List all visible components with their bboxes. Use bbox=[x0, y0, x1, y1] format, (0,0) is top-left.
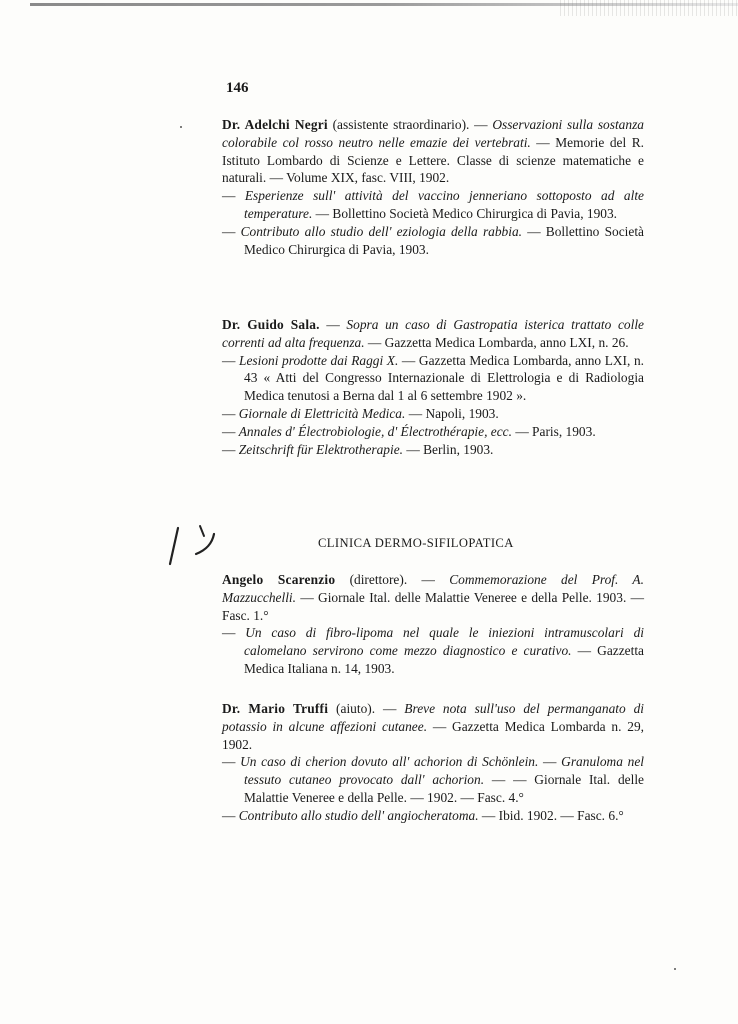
bibliography-item: Angelo Scarenzio (direttore). — Commemorazione del Prof. A. Mazzucchelli. — Giornale Ital. delle Malattie Veneree e della Pelle. 1903. — Fasc. 1.° bbox=[222, 572, 644, 623]
handwritten-margin-mark bbox=[164, 520, 224, 570]
work-source: — bbox=[538, 754, 557, 770]
work-title: Contributo allo studio dell' angiocheratoma. bbox=[238, 807, 479, 823]
entry-sala bbox=[222, 316, 644, 458]
bibliography-item: — Giornale di Elettricità Medica. — Napoli, 1903. bbox=[222, 405, 499, 421]
work-title: Granuloma nel tessuto cutaneo provocato dall' achorion. bbox=[244, 754, 644, 788]
work-title: Un caso di fibro-lipoma nel quale le iniezioni intramuscolari di calomelano servirono come mezzo diagnostico e curativo. bbox=[244, 625, 644, 659]
author-name: Dr. Mario Truffi bbox=[222, 701, 329, 716]
bibliography-item: — Esperienze sull' attività del vaccino jenneriano sottoposto ad alte temperature. — Bollettino Società Medico Chirurgica di Pavia, 1903. bbox=[222, 188, 644, 221]
section-heading: CLINICA DERMO-SIFILOPATICA bbox=[318, 536, 514, 550]
author-role: (assistente straordinario). bbox=[332, 117, 470, 132]
work-title: Sopra un caso di Gastropatia isterica trattato colle correnti ad alta frequenza. bbox=[222, 317, 644, 350]
work-source: — Gazzetta Medica Italiana n. 14, 1903. bbox=[244, 643, 644, 676]
work-title: Contributo allo studio dell' eziologia della rabbia. bbox=[240, 223, 523, 239]
author-role: (aiuto). bbox=[336, 701, 376, 716]
bibliography-item: — Lesioni prodotte dai Raggi X. — Gazzetta Medica Lombarda, anno LXI, n. 43 « Atti del Congresso Internazionale di Elettrologia e di Radiologia Medica tenutosi a Berna dal 1 al 6 settembre 1902 ». bbox=[222, 352, 644, 404]
work-title: Breve nota sull'uso del permanganato di potassio in alcune affezioni cutanee. bbox=[222, 701, 644, 734]
work-title: Osservazioni sulla sostanza colorabile col rosso neutro nelle emazie dei vertebrati. bbox=[222, 117, 644, 150]
entry-truffi bbox=[222, 700, 644, 825]
author-name: Dr. Guido Sala. bbox=[222, 317, 320, 332]
work-source: — Napoli, 1903. bbox=[405, 405, 499, 421]
work-source: — Bollettino Società Medico Chirurgica di Pavia, 1903. bbox=[312, 205, 618, 221]
page-number: 146 bbox=[226, 80, 249, 96]
bibliography-item: — Zeitschrift für Elektrotherapie. — Berlin, 1903. bbox=[222, 441, 494, 457]
work-title: Commemorazione del Prof. A. Mazzucchelli. bbox=[222, 572, 644, 605]
work-source: — Gazzetta Medica Lombarda, anno LXI, n. 26. bbox=[364, 334, 629, 350]
work-source: — Bollettino Società Medico Chirurgica di Pavia, 1903. bbox=[244, 223, 644, 257]
bibliography-item: — Contributo allo studio dell' angiocheratoma. — Ibid. 1902. — Fasc. 6.° bbox=[222, 807, 624, 823]
bibliography-item: — Un caso di fibro-lipoma nel quale le iniezioni intramuscolari di calomelano servirono come mezzo diagnostico e curativo. — Gazzetta Medica Italiana n. 14, 1903. bbox=[222, 625, 644, 676]
work-source: — Gazzetta Medica Lombarda n. 29, 1902. bbox=[222, 718, 645, 752]
bibliography-item: — Annales d' Électrobiologie, d' Électrothérapie, ecc. — Paris, 1903. bbox=[222, 423, 596, 439]
bibliography-item: — Contributo allo studio dell' eziologia della rabbia. — Bollettino Società Medico Chirurgica di Pavia, 1903. bbox=[222, 223, 644, 257]
author-name: Angelo Scarenzio bbox=[222, 572, 336, 587]
work-source: — Memorie del R. Istituto Lombardo di Scienze e Lettere. Classe di scienze matematiche e naturali. — Volume XIX, fasc. VIII, 1902. bbox=[222, 134, 644, 186]
scan-speck bbox=[180, 126, 182, 128]
author-role: (direttore). bbox=[349, 572, 408, 587]
bibliography-item: Dr. Guido Sala. — Sopra un caso di Gastropatia isterica trattato colle correnti ad alta frequenza. — Gazzetta Medica Lombarda, anno LXI, n. 26. bbox=[222, 317, 644, 350]
work-source: — Giornale Ital. delle Malattie Veneree e della Pelle. 1903. — Fasc. 1.° bbox=[222, 589, 644, 623]
work-source: — Berlin, 1903. bbox=[403, 441, 494, 457]
author-name: Dr. Adelchi Negri bbox=[222, 117, 328, 132]
work-title: Annales d' Électrobiologie, d' Électrothérapie, ecc. bbox=[238, 423, 512, 439]
work-source: — — Giornale Ital. delle Malattie Veneree e della Pelle. — 1902. — Fasc. 4.° bbox=[244, 772, 644, 805]
work-title: Zeitschrift für Elektrotherapie. bbox=[238, 441, 404, 457]
work-source: — Ibid. 1902. — Fasc. 6.° bbox=[478, 807, 624, 823]
work-source: — Paris, 1903. bbox=[511, 423, 596, 439]
scan-noise bbox=[560, 0, 738, 16]
work-source: — Gazzetta Medica Lombarda, anno LXI, n. 43 « Atti del Congresso Internazionale di Elettrologia e di Radiologia Medica tenutosi a Berna dal 1 al 6 settembre 1902 ». bbox=[244, 352, 644, 404]
work-title: Lesioni prodotte dai Raggi X. bbox=[239, 352, 399, 368]
bibliography-item: Dr. Mario Truffi (aiuto). — Breve nota sull'uso del permanganato di potassio in alcune affezioni cutanee. — Gazzetta Medica Lombarda n. 29, 1902. bbox=[222, 701, 645, 752]
scan-speck bbox=[674, 968, 676, 970]
bibliography-item: — Un caso di cherion dovuto all' achorion di Schönlein. — Granuloma nel tessuto cutaneo provocato dall' achorion. — — Giornale Ital. delle Malattie Veneree e della Pelle. — 1902. — Fasc. 4.° bbox=[222, 754, 644, 805]
work-title: Giornale di Elettricità Medica. bbox=[238, 405, 406, 421]
bibliography-item: Dr. Adelchi Negri (assistente straordinario). — Osservazioni sulla sostanza colorabile col rosso neutro nelle emazie dei vertebrati. — Memorie del R. Istituto Lombardo di Scienze e Lettere. Classe di scienze matematiche e naturali. — Volume XIX, fasc. VIII, 1902. bbox=[222, 117, 644, 186]
work-title: Esperienze sull' attività del vaccino jenneriano sottoposto ad alte temperature. bbox=[244, 188, 644, 221]
work-title: Un caso di cherion dovuto all' achorion di Schönlein. bbox=[240, 754, 539, 770]
entry-negri bbox=[222, 116, 644, 258]
entry-scarenzio bbox=[222, 571, 644, 678]
